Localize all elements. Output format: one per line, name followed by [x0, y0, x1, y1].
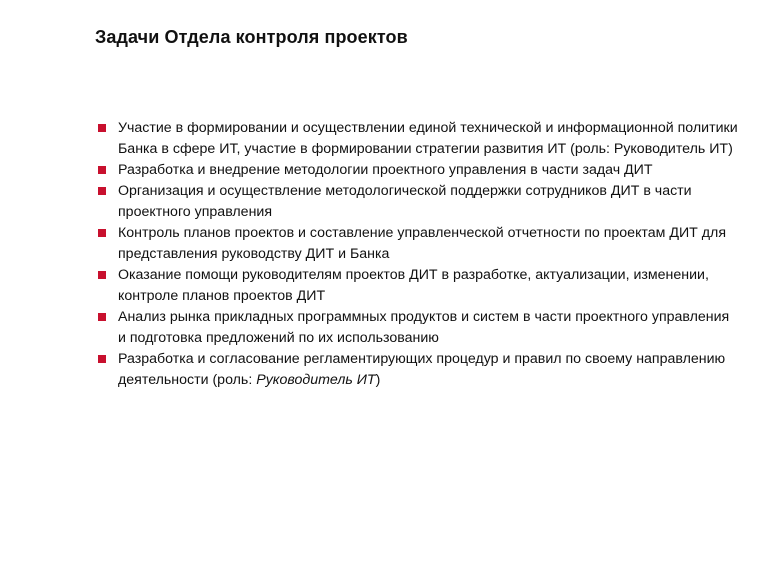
list-item: [98, 265, 738, 307]
list-item: [98, 223, 738, 265]
task-list: [98, 118, 738, 391]
closing-paren: ): [375, 372, 381, 388]
square-bullet-icon: [98, 355, 106, 363]
list-item-text-main: Разработка и согласование регламентирующих процедур и правил по своему направлению деятельности (роль:: [118, 351, 726, 388]
list-item-text: [118, 349, 738, 391]
list-item-text: Организация и осуществление методологической поддержки сотрудников ДИТ в части проектного управления: [118, 183, 692, 220]
slide-title: Задачи Отдела контроля проектов: [95, 27, 408, 47]
list-item-text: Анализ рынка прикладных программных продуктов и систем в части проектного управления и подготовка предложений по их использованию: [118, 309, 730, 346]
list-item: [98, 307, 738, 349]
list-item: [98, 160, 738, 181]
list-item-text: Разработка и внедрение методологии проектного управления в части задач ДИТ: [118, 162, 653, 178]
list-item: [98, 118, 738, 160]
list-item-text: Участие в формировании и осуществлении единой технической и информационной политики Банка в сфере ИТ, участие в формировании стратегии развития ИТ (роль: Руководитель ИТ): [118, 120, 738, 157]
square-bullet-icon: [98, 187, 106, 195]
square-bullet-icon: [98, 229, 106, 237]
list-item-text: Оказание помощи руководителям проектов ДИТ в разработке, актуализации, изменении, контроле планов проектов ДИТ: [118, 267, 709, 304]
square-bullet-icon: [98, 313, 106, 321]
list-item: [98, 181, 738, 223]
square-bullet-icon: [98, 271, 106, 279]
list-item: [98, 349, 738, 391]
square-bullet-icon: [98, 166, 106, 174]
role-text: Руководитель ИТ: [256, 372, 376, 388]
list-item-text: Контроль планов проектов и составление управленческой отчетности по проектам ДИТ для представления руководству ДИТ и Банка: [118, 225, 727, 262]
square-bullet-icon: [98, 124, 106, 132]
